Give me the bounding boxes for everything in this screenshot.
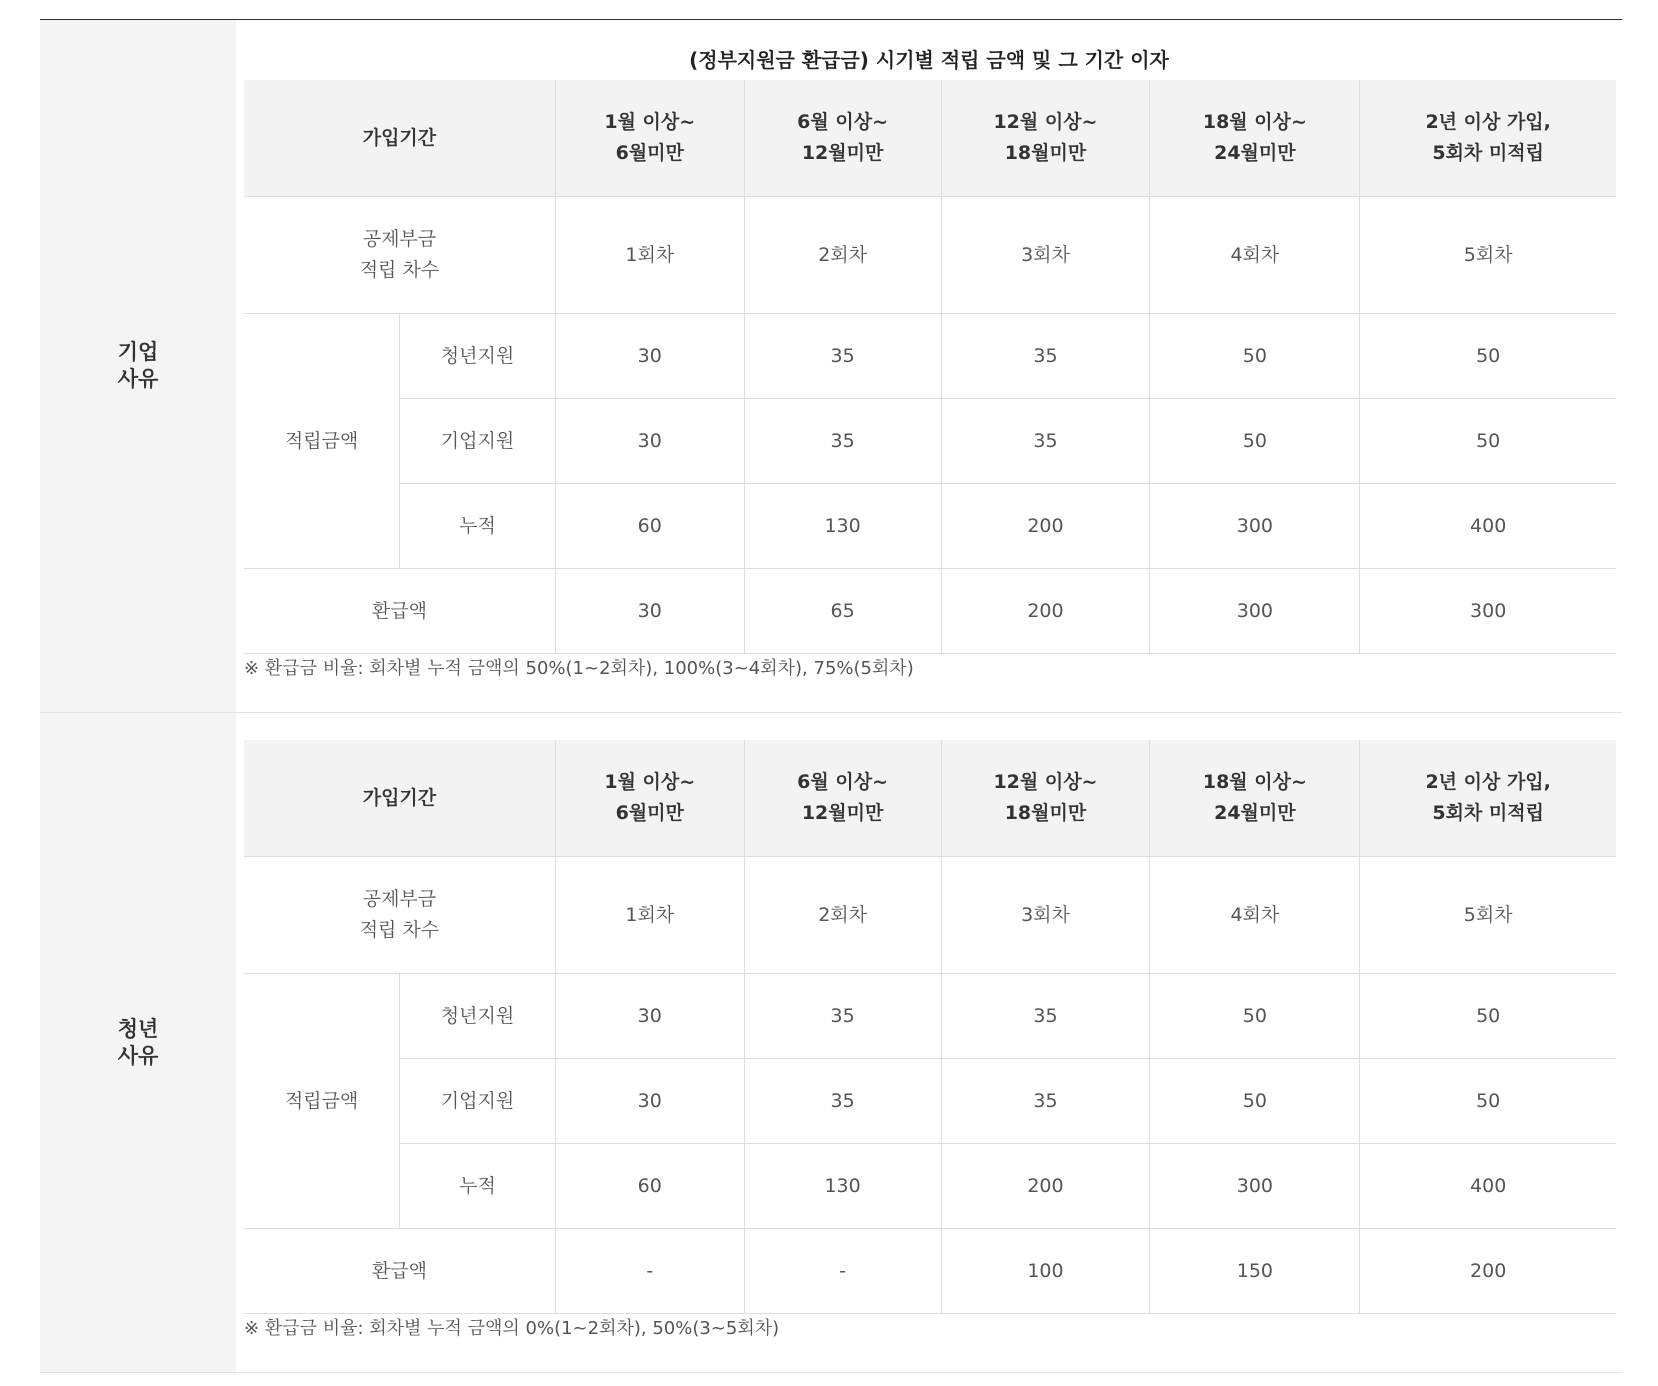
amount-cell: 130: [744, 1144, 941, 1229]
header-row: [244, 740, 1616, 857]
round-row: [244, 197, 1616, 314]
table-title: (정부지원금 환급금) 시기별 적립 금액 및 그 기간 이자: [689, 48, 1169, 72]
column-header: 6월 이상~ 12월미만: [744, 740, 941, 857]
reason-line: 청년: [117, 1016, 159, 1041]
reason-line: 사유: [117, 1043, 159, 1068]
column-header: 12월 이상~ 18월미만: [941, 80, 1150, 197]
row-label: 누적: [400, 1144, 556, 1229]
amount-row: [244, 484, 1616, 569]
refund-ratio-note: ※ 환급금 비율: 회차별 누적 금액의 0%(1~2회차), 50%(3~5회차): [244, 1318, 780, 1339]
reason-label: [40, 20, 236, 713]
round-label: 공제부금 적립 차수: [244, 857, 555, 974]
reason-line: 사유: [117, 367, 159, 391]
amount-cell: 300: [1150, 1144, 1360, 1229]
refund-cell: 300: [1150, 569, 1360, 654]
round-cell: 4회차: [1150, 857, 1360, 974]
amount-cell: 50: [1360, 399, 1616, 484]
amount-cell: 200: [941, 484, 1150, 569]
row-label: 기업지원: [400, 1059, 556, 1144]
section-content: [236, 20, 1622, 713]
section-spacer: [244, 713, 1616, 740]
column-header: 18월 이상~ 24월미만: [1150, 740, 1360, 857]
refund-label: 환급액: [244, 569, 555, 654]
amount-label: 적립금액: [244, 314, 400, 569]
refund-table: [244, 80, 1616, 654]
refund-cell: 65: [744, 569, 941, 654]
amount-row: [244, 1059, 1616, 1144]
row-label: 청년지원: [400, 974, 556, 1059]
refund-row: [244, 569, 1616, 654]
refund-cell: 30: [555, 569, 744, 654]
refund-cell: -: [744, 1229, 941, 1314]
amount-cell: 300: [1150, 484, 1360, 569]
amount-row: [244, 1144, 1616, 1229]
amount-cell: 130: [744, 484, 941, 569]
amount-cell: 50: [1150, 974, 1360, 1059]
round-cell: 5회차: [1360, 197, 1616, 314]
row-label: 청년지원: [400, 314, 556, 399]
amount-cell: 50: [1360, 314, 1616, 399]
amount-cell: 400: [1360, 1144, 1616, 1229]
amount-cell: 35: [744, 399, 941, 484]
header-row: [244, 80, 1616, 197]
amount-cell: 35: [941, 974, 1150, 1059]
amount-cell: 200: [941, 1144, 1150, 1229]
refund-schedule-table: [40, 19, 1622, 1373]
amount-cell: 35: [744, 974, 941, 1059]
amount-cell: 50: [1360, 974, 1616, 1059]
round-cell: 5회차: [1360, 857, 1616, 974]
column-header: 2년 이상 가입, 5회차 미적립: [1360, 740, 1616, 857]
amount-cell: 30: [555, 399, 744, 484]
round-cell: 4회차: [1150, 197, 1360, 314]
refund-table: [244, 740, 1616, 1314]
amount-row: [244, 974, 1616, 1059]
column-header: 2년 이상 가입, 5회차 미적립: [1360, 80, 1616, 197]
amount-cell: 50: [1150, 314, 1360, 399]
period-header: 가입기간: [244, 740, 555, 857]
amount-cell: 35: [941, 314, 1150, 399]
refund-row: [244, 1229, 1616, 1314]
column-header: 6월 이상~ 12월미만: [744, 80, 941, 197]
refund-cell: 100: [941, 1229, 1150, 1314]
amount-cell: 35: [941, 399, 1150, 484]
round-cell: 2회차: [744, 197, 941, 314]
section-company-reason: [40, 20, 1622, 713]
column-header: 18월 이상~ 24월미만: [1150, 80, 1360, 197]
round-cell: 3회차: [941, 197, 1150, 314]
refund-cell: -: [555, 1229, 744, 1314]
row-label: 누적: [400, 484, 556, 569]
amount-cell: 60: [555, 1144, 744, 1229]
column-header: 1월 이상~ 6월미만: [555, 80, 744, 197]
round-cell: 1회차: [555, 197, 744, 314]
refund-cell: 150: [1150, 1229, 1360, 1314]
refund-label: 환급액: [244, 1229, 555, 1314]
column-header: 12월 이상~ 18월미만: [941, 740, 1150, 857]
amount-cell: 50: [1150, 399, 1360, 484]
round-cell: 2회차: [744, 857, 941, 974]
reason-label: [40, 713, 236, 1373]
round-cell: 3회차: [941, 857, 1150, 974]
amount-label: 적립금액: [244, 974, 400, 1229]
section-youth-reason: [40, 713, 1622, 1373]
amount-cell: 30: [555, 1059, 744, 1144]
amount-row: [244, 314, 1616, 399]
amount-cell: 30: [555, 974, 744, 1059]
amount-cell: 35: [744, 1059, 941, 1144]
amount-cell: 400: [1360, 484, 1616, 569]
refund-cell: 300: [1360, 569, 1616, 654]
amount-cell: 30: [555, 314, 744, 399]
refund-ratio-note: ※ 환급금 비율: 회차별 누적 금액의 50%(1~2회차), 100%(3~4회차), 75%(5회차): [244, 658, 914, 679]
amount-cell: 35: [941, 1059, 1150, 1144]
round-cell: 1회차: [555, 857, 744, 974]
round-row: [244, 857, 1616, 974]
amount-cell: 50: [1150, 1059, 1360, 1144]
amount-cell: 60: [555, 484, 744, 569]
section-content: [236, 713, 1622, 1373]
column-header: 1월 이상~ 6월미만: [555, 740, 744, 857]
refund-cell: 200: [1360, 1229, 1616, 1314]
reason-line: 기업: [117, 340, 159, 364]
amount-cell: 35: [744, 314, 941, 399]
amount-cell: 50: [1360, 1059, 1616, 1144]
refund-cell: 200: [941, 569, 1150, 654]
period-header: 가입기간: [244, 80, 555, 197]
row-label: 기업지원: [400, 399, 556, 484]
round-label: 공제부금 적립 차수: [244, 197, 555, 314]
amount-row: [244, 399, 1616, 484]
